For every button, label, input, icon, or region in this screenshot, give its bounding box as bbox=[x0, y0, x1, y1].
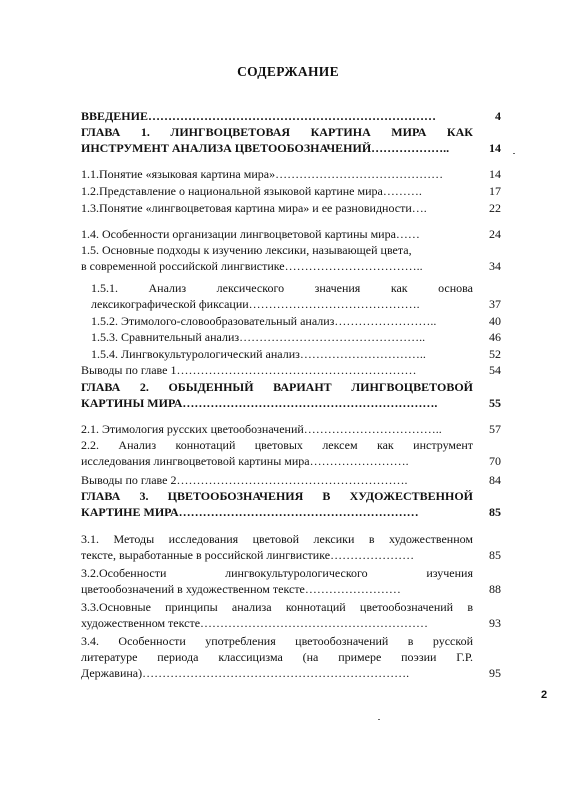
toc-entry-text: литературе периода классицизма (на примере поэзии Г.Р. bbox=[81, 650, 473, 664]
toc-entry bbox=[81, 108, 501, 124]
toc-entry-line bbox=[81, 437, 501, 453]
toc-entry bbox=[81, 362, 501, 378]
toc-entry bbox=[81, 421, 501, 437]
toc-entry-text: ГЛАВА 3. ЦВЕТООБОЗНАЧЕНИЯ В ХУДОЖЕСТВЕННОЙ bbox=[81, 489, 473, 503]
toc-entry-line bbox=[81, 531, 501, 547]
toc-page-number: 85 bbox=[489, 548, 501, 562]
toc-page-number: 37 bbox=[489, 297, 501, 311]
toc-entry-line bbox=[81, 313, 501, 329]
toc-page-number: 40 bbox=[489, 314, 501, 328]
toc-entry-text: 1.5. Основные подходы к изучению лексики, называющей цвета, bbox=[81, 243, 412, 257]
toc-entry bbox=[81, 437, 501, 469]
toc-entry-text: 3.4. Особенности употребления цветообозначений в русской bbox=[81, 634, 473, 648]
toc-entry-text: исследования лингвоцветовой картины мира……………………. bbox=[81, 454, 409, 468]
toc-entry bbox=[81, 329, 501, 345]
toc-entry-line bbox=[81, 258, 501, 274]
toc-page-number: 14 bbox=[489, 167, 501, 181]
toc-entry-line bbox=[81, 140, 501, 156]
toc-entry-text: художественном тексте………………………………………………… bbox=[81, 616, 429, 630]
toc-entry-line bbox=[81, 183, 501, 199]
toc-entry bbox=[81, 183, 501, 199]
toc-entry bbox=[81, 599, 501, 631]
toc-entry bbox=[81, 565, 501, 597]
toc-entry bbox=[81, 226, 501, 242]
toc-entry-line bbox=[81, 421, 501, 437]
toc-entry-line bbox=[81, 633, 501, 649]
toc-entry bbox=[81, 531, 501, 563]
toc-entry-line bbox=[81, 547, 501, 563]
toc-page-number: 95 bbox=[489, 666, 501, 680]
toc-entry-line bbox=[81, 296, 501, 312]
toc-entry-text: ВВЕДЕНИЕ……………………………………………………………… bbox=[81, 109, 436, 123]
toc-entry bbox=[81, 124, 501, 156]
toc-page-number: 85 bbox=[489, 505, 501, 519]
table-of-contents bbox=[81, 0, 501, 800]
toc-entry bbox=[81, 346, 501, 362]
toc-entry-text: 2.2. Анализ коннотаций цветовых лексем как инструмент bbox=[81, 438, 473, 452]
toc-entry-line bbox=[81, 395, 501, 411]
toc-entry bbox=[81, 200, 501, 216]
toc-entry-text: Выводы по главе 1…………………………………………………… bbox=[81, 363, 417, 377]
toc-entry bbox=[81, 379, 501, 411]
toc-entry bbox=[81, 488, 501, 520]
toc-entry-line bbox=[81, 200, 501, 216]
toc-entry-line bbox=[81, 124, 501, 140]
toc-entry bbox=[81, 472, 501, 488]
toc-entry-line bbox=[81, 615, 501, 631]
toc-page-number: 22 bbox=[489, 201, 501, 215]
toc-page-number: 57 bbox=[489, 422, 501, 436]
toc-entry-line bbox=[81, 581, 501, 597]
toc-entry-line bbox=[81, 329, 501, 345]
toc-entry bbox=[81, 280, 501, 312]
page-number: 2 bbox=[541, 689, 548, 701]
toc-entry-text: 1.3.Понятие «лингвоцветовая картина мира» и ее разновидности…. bbox=[81, 201, 427, 215]
toc-page-number: 14 bbox=[489, 141, 501, 155]
toc-entry-text: 3.2.Особенности лингвокультурологического изучения bbox=[81, 566, 473, 580]
toc-entry-text: 2.1. Этимология русских цветообозначений…………………………….. bbox=[81, 422, 442, 436]
toc-entry-line bbox=[81, 280, 501, 296]
toc-entry-line bbox=[81, 453, 501, 469]
toc-entry-line bbox=[81, 346, 501, 362]
toc-entry-text: в современной российской лингвистике…………………………….. bbox=[81, 259, 423, 273]
scan-speck bbox=[378, 719, 380, 720]
toc-entry-text: 1.2.Представление о национальной языковой картине мира………. bbox=[81, 184, 422, 198]
toc-entry-text: КАРТИНЕ МИРА…………………………………………………… bbox=[81, 505, 419, 519]
toc-entry-text: 3.3.Основные принципы анализа коннотаций цветообозначений в bbox=[81, 600, 473, 614]
toc-entry-line bbox=[81, 242, 501, 258]
toc-entry-text: цветообозначений в художественном тексте…………………… bbox=[81, 582, 401, 596]
toc-entry-line bbox=[81, 488, 501, 504]
toc-entry-text: лексикографической фиксации……………………………………. bbox=[91, 297, 420, 311]
toc-page-number: 70 bbox=[489, 454, 501, 468]
toc-page-number: 24 bbox=[489, 227, 501, 241]
toc-entry-line bbox=[81, 472, 501, 488]
toc-entry-line bbox=[81, 362, 501, 378]
toc-entry-text: 1.5.2. Этимолого-словообразовательный анализ…………………….. bbox=[91, 314, 437, 328]
toc-page-number: 55 bbox=[489, 396, 501, 410]
toc-page-number: 88 bbox=[489, 582, 501, 596]
toc-entry-text: 1.1.Понятие «языковая картина мира»…………………………………… bbox=[81, 167, 444, 181]
toc-page-number: 17 bbox=[489, 184, 501, 198]
toc-entry-text: 1.5.3. Сравнительный анализ……………………………………….. bbox=[91, 330, 426, 344]
toc-entry-line bbox=[81, 504, 501, 520]
toc-entry-text: 3.1. Методы исследования цветовой лексики в художественном bbox=[81, 532, 473, 546]
toc-page-number: 93 bbox=[489, 616, 501, 630]
toc-entry-text: Выводы по главе 2…………………………………………………. bbox=[81, 473, 408, 487]
toc-entry-text: ИНСТРУМЕНТ АНАЛИЗА ЦВЕТООБОЗНАЧЕНИЙ……………….. bbox=[81, 141, 450, 155]
toc-entry-line bbox=[81, 649, 501, 665]
toc-entry-line bbox=[81, 226, 501, 242]
toc-entry-line bbox=[81, 665, 501, 681]
toc-entry-line bbox=[81, 108, 501, 124]
toc-page-number: 4 bbox=[495, 109, 501, 123]
toc-entry-text: тексте, выработанные в российской лингвистике………………… bbox=[81, 548, 415, 562]
toc-entry-line bbox=[81, 379, 501, 395]
toc-entry bbox=[81, 166, 501, 182]
toc-entry-text: КАРТИНЫ МИРА………………………………………………………. bbox=[81, 396, 438, 410]
toc-page-number: 46 bbox=[489, 330, 501, 344]
toc-entry-text: Державина)…………………………………………………………. bbox=[81, 666, 410, 680]
toc-entry bbox=[81, 313, 501, 329]
toc-entry-text: 1.5.4. Лингвокультурологический анализ………………………….. bbox=[91, 347, 426, 361]
toc-page-number: 52 bbox=[489, 347, 501, 361]
toc-entry-text: ГЛАВА 1. ЛИНГВОЦВЕТОВАЯ КАРТИНА МИРА КАК bbox=[81, 125, 473, 139]
toc-entry-text: ГЛАВА 2. ОБЫДЕННЫЙ ВАРИАНТ ЛИНГВОЦВЕТОВОЙ bbox=[81, 380, 473, 394]
page-title: СОДЕРЖАНИЕ bbox=[237, 64, 339, 79]
toc-entry-line bbox=[81, 166, 501, 182]
toc-entry bbox=[81, 633, 501, 681]
toc-entry-line bbox=[81, 599, 501, 615]
toc-entry-text: 1.4. Особенности организации лингвоцветовой картины мира…… bbox=[81, 227, 420, 241]
toc-entry-text: 1.5.1. Анализ лексического значения как основа bbox=[91, 281, 473, 295]
toc-page-number: 54 bbox=[489, 363, 501, 377]
toc-page-number: 84 bbox=[489, 473, 501, 487]
toc-entry bbox=[81, 242, 501, 274]
toc-entry-line bbox=[81, 565, 501, 581]
toc-page-number: 34 bbox=[489, 259, 501, 273]
scan-speck bbox=[513, 153, 515, 154]
